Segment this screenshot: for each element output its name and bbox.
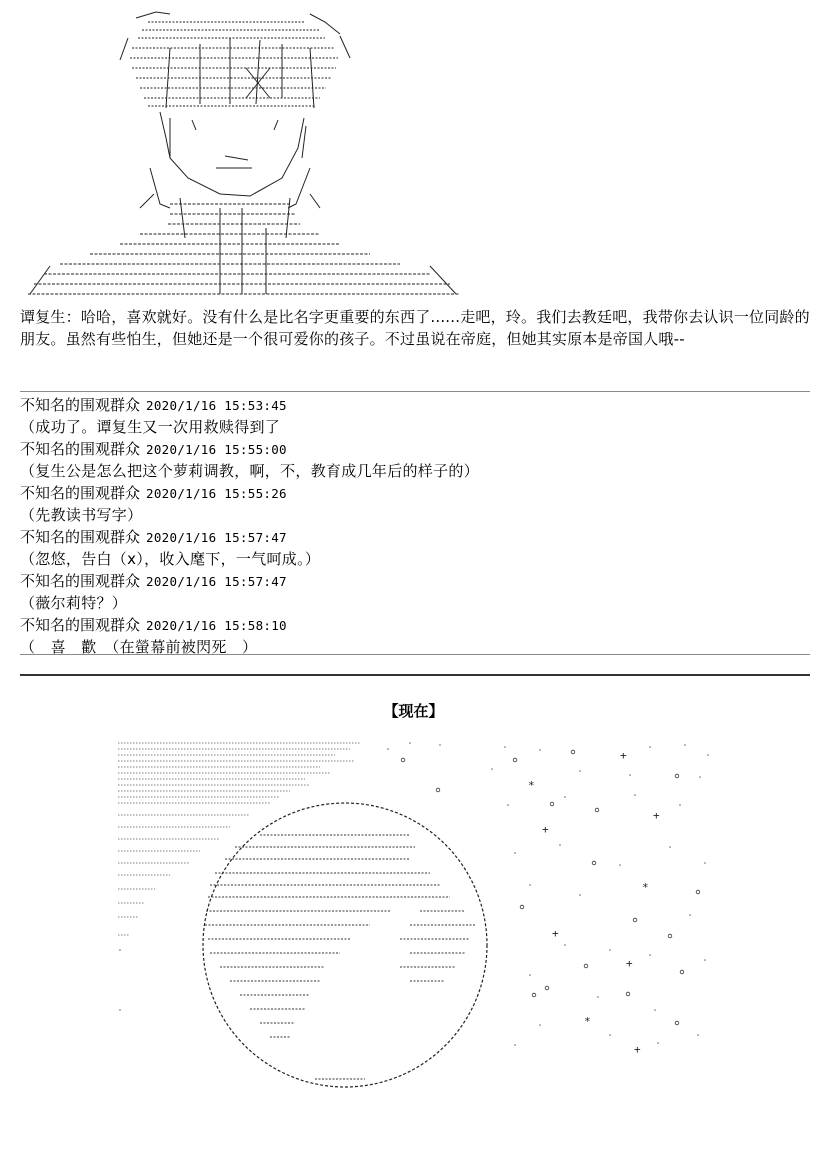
comment-user: 不知名的围观群众 bbox=[20, 572, 141, 590]
character-art-drawing bbox=[20, 8, 470, 300]
svg-text:*: * bbox=[584, 1015, 591, 1028]
comment-user: 不知名的围观群众 bbox=[20, 528, 141, 546]
comment-entry bbox=[20, 614, 810, 658]
comment-text: （薇尔莉特？） bbox=[20, 594, 128, 612]
svg-text:*: * bbox=[642, 881, 649, 894]
comment-text: （先教读书写字） bbox=[20, 506, 143, 524]
comment-user: 不知名的围观群众 bbox=[20, 440, 141, 458]
comment-entry bbox=[20, 570, 810, 614]
planet-art-drawing bbox=[110, 735, 720, 1095]
comments-top-divider bbox=[20, 391, 810, 392]
comment-text: （复生公是怎么把这个萝莉调教，啊，不，教育成几年后的样子的） bbox=[20, 462, 480, 480]
comment-list bbox=[20, 394, 810, 658]
comment-user: 不知名的围观群众 bbox=[20, 484, 141, 502]
svg-text:*: * bbox=[528, 779, 535, 792]
comment-text: （忽悠，告白（x），收入麾下，一气呵成。） bbox=[20, 550, 321, 568]
comment-entry bbox=[20, 438, 810, 482]
section-divider bbox=[20, 674, 810, 676]
comment-timestamp: 2020/1/16 15:57:47 bbox=[146, 574, 287, 589]
svg-text:+: + bbox=[620, 749, 627, 762]
comment-entry bbox=[20, 482, 810, 526]
comment-text: （成功了。谭复生又一次用救赎得到了 bbox=[20, 418, 281, 436]
comments-bottom-divider bbox=[20, 654, 810, 655]
comment-user: 不知名的围观群众 bbox=[20, 396, 141, 414]
comment-timestamp: 2020/1/16 15:58:10 bbox=[146, 618, 287, 633]
svg-text:+: + bbox=[634, 1043, 641, 1056]
svg-text:+: + bbox=[542, 823, 549, 836]
comment-text: （ 喜 歡 （在螢幕前被閃死 ） bbox=[20, 638, 258, 656]
svg-text:+: + bbox=[653, 809, 660, 822]
comment-user: 不知名的围观群众 bbox=[20, 616, 141, 634]
comment-timestamp: 2020/1/16 15:53:45 bbox=[146, 398, 287, 413]
comment-timestamp: 2020/1/16 15:57:47 bbox=[146, 530, 287, 545]
planet-ascii-art bbox=[110, 735, 720, 1095]
character-ascii-art bbox=[20, 8, 470, 300]
comment-entry bbox=[20, 394, 810, 438]
section-title: 【现在】 bbox=[383, 702, 444, 720]
comment-entry bbox=[20, 526, 810, 570]
narration-text: 谭复生：哈哈，喜欢就好。没有什么是比名字更重要的东西了......走吧，玲。我们去教廷吧，我带你去认识一位同龄的朋友。虽然有些怕生，但她还是一个很可爱你的孩子。不过虽说在帝庭，但她其实原本是帝国人哦-- bbox=[20, 308, 810, 348]
svg-text:+: + bbox=[626, 957, 633, 970]
comment-timestamp: 2020/1/16 15:55:00 bbox=[146, 442, 287, 457]
comment-timestamp: 2020/1/16 15:55:26 bbox=[146, 486, 287, 501]
svg-text:+: + bbox=[552, 927, 559, 940]
